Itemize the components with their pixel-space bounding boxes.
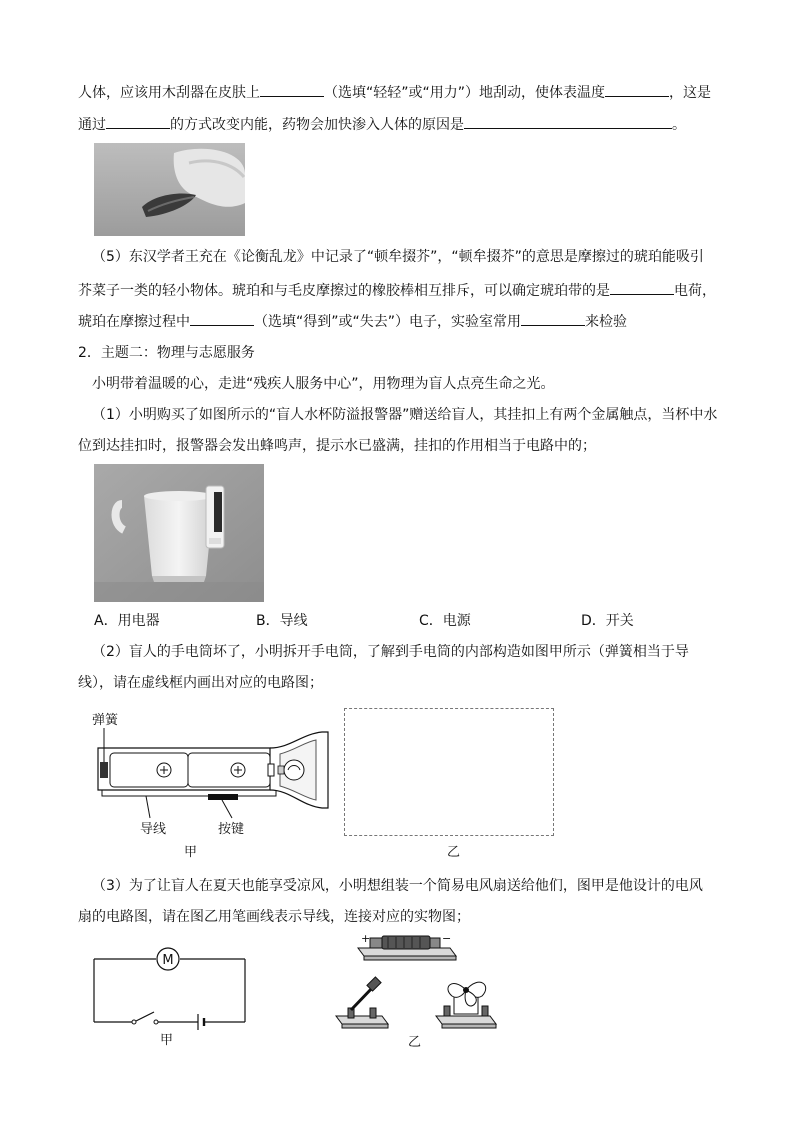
q2-p2-line-1: （2）盲人的手电筒坏了，小明拆开手电筒，了解到手电筒的内部构造如图甲所示（弹簧相当于导 <box>92 644 689 660</box>
q1-text: 人体，应该用木刮器在皮肤上 <box>78 85 260 101</box>
physical-components <box>330 930 510 1035</box>
q5-line-3 <box>78 311 627 332</box>
figure-a-caption-2: 甲 <box>160 1033 174 1048</box>
q1-text: 的方式改变内能，药物会加快渗入人体的原因是 <box>170 117 464 133</box>
q5-text: 电荷， <box>674 283 716 299</box>
q1-text: （选填“轻轻”或“用力”）地刮动，使体表温度 <box>324 85 606 101</box>
cup-alarm-photo <box>94 464 264 602</box>
scraping-photo <box>94 143 245 236</box>
answer-blank[interactable] <box>610 280 674 295</box>
answer-blank[interactable] <box>605 82 669 97</box>
answer-blank[interactable] <box>190 311 254 326</box>
q1-text: 。 <box>672 117 686 133</box>
figure-a-caption: 甲 <box>184 845 198 860</box>
q2-p1-line-2: 位到达挂扣时，报警器会发出蜂鸣声，提示水已盛满，挂扣的作用相当于电路中的； <box>78 438 596 454</box>
q5-text: 芥菜子一类的轻小物体。琥珀和与毛皮摩擦过的橡胶棒相互排斥，可以确定琥珀带的是 <box>78 283 610 299</box>
q5-line-1: （5）东汉学者王充在《论衡乱龙》中记录了“顿牟掇芥”，“顿牟掇芥”的意思是摩擦过的琥珀能吸引 <box>92 249 704 265</box>
option-d[interactable]: D．开关 <box>581 613 634 629</box>
q2-p1-line-1: （1）小明购买了如图所示的“盲人水杯防溢报警器”赠送给盲人，其挂扣上有两个金属触点，当杯中水 <box>92 407 718 423</box>
circuit-drawing-area[interactable] <box>344 708 554 836</box>
q1-text: 通过 <box>78 117 106 133</box>
answer-blank[interactable] <box>464 114 672 129</box>
q1-line-1 <box>78 82 711 103</box>
button-label: 按键 <box>218 822 245 837</box>
q2-p3-line-2: 扇的电路图，请在图乙用笔画线表示导线，连接对应的实物图； <box>78 909 470 925</box>
q2-heading: 2．主题二：物理与志愿服务 <box>78 345 255 361</box>
answer-blank[interactable] <box>106 114 170 129</box>
q2-intro: 小明带着温暖的心，走进“残疾人服务中心”，用物理为盲人点亮生命之光。 <box>92 376 555 392</box>
q5-text: 来检验 <box>585 314 628 330</box>
answer-blank[interactable] <box>521 311 585 326</box>
q1-text: ，这是 <box>669 85 712 101</box>
q2-p3-line-1: （3）为了让盲人在夏天也能享受凉风，小明想组装一个简易电风扇送给他们，图甲是他设计的电风 <box>92 878 703 894</box>
motor-symbol: M <box>162 953 174 968</box>
q2-p2-line-2: 线），请在虚线框内画出对应的电路图； <box>78 675 323 691</box>
option-c[interactable]: C．电源 <box>419 613 471 629</box>
figure-b-caption-2: 乙 <box>408 1035 422 1050</box>
fan-circuit-diagram <box>92 944 248 1030</box>
answer-blank[interactable] <box>260 82 324 97</box>
battery-plus-label: + <box>361 932 371 945</box>
option-b[interactable]: B．导线 <box>256 613 308 629</box>
q5-line-2 <box>78 280 716 301</box>
q5-text: （选填“得到”或“失去”）电子，实验室常用 <box>254 314 522 330</box>
wire-label: 导线 <box>140 822 167 837</box>
flashlight-diagram <box>90 728 340 832</box>
spring-label: 弹簧 <box>92 713 119 728</box>
q1-line-2 <box>78 114 686 135</box>
q5-text: 琥珀在摩擦过程中 <box>78 314 190 330</box>
battery-minus-label: − <box>442 932 452 945</box>
figure-b-caption: 乙 <box>447 845 461 860</box>
option-a[interactable]: A．用电器 <box>94 613 160 629</box>
